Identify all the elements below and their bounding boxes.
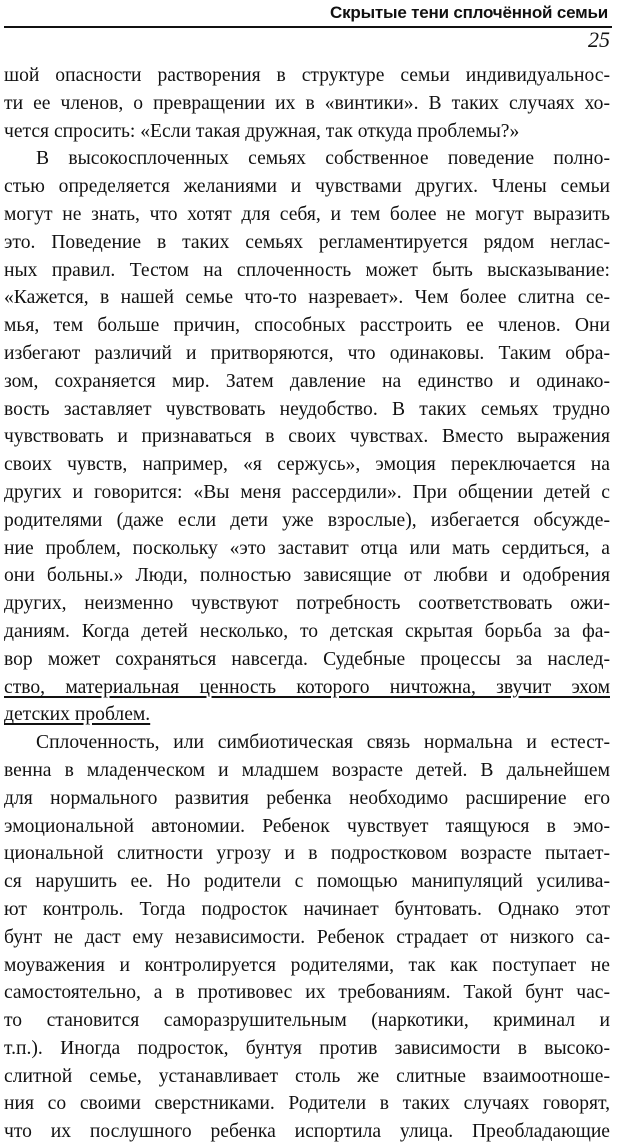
text-line: могут не знать, что хотят для себя, и тем более не могут выразить (4, 203, 610, 225)
text-line: избегают различий и притворяются, что одинаковы. Таким обра- (4, 342, 610, 364)
text-line: т.п.). Иногда подросток, бунтуя против зависимости в высоко- (4, 1037, 610, 1059)
text-line: ния со своими сверстниками. Родители в таких случаях говорят, (4, 1093, 610, 1115)
text-line: своих чувств, например, «я сержусь», эмоция переключается на (4, 454, 610, 476)
page-number: 25 (588, 27, 610, 52)
text-line: чется спросить: «Если такая дружная, так откуда проблемы?» (4, 120, 520, 142)
text-line: что их послушного ребенка испортила улица. Преобладающие (4, 1121, 610, 1143)
text-line: моуважения и контролируется родителями, так как поступает не (4, 954, 610, 976)
text-line: зом, сохраняется мир. Затем давление на единство и одинако- (4, 370, 610, 392)
text-line: слитной семье, устанавливает столь же слитные взаимоотноше- (4, 1065, 610, 1087)
text-line: самостоятельно, а в противовес их требованиям. Такой бунт час- (4, 982, 610, 1004)
text-line: родителями (даже если дети уже взрослые), избегается обсужде- (4, 509, 610, 531)
text-line: чувствовать и признаваться в своих чувствах. Вместо выражения (4, 426, 610, 448)
text-line: это. Поведение в таких семьях регламентируется рядом неглас- (4, 231, 610, 253)
text-line: венна в младенческом и младшем возрасте детей. В дальнейшем (4, 759, 610, 781)
text-line: других и говорится: «Вы меня рассердили». При общении детей с (4, 481, 610, 503)
text-line: стью определяется желаниями и чувствами других. Члены семьи (4, 176, 610, 198)
text-line: то становится саморазрушительным (наркотики, криминал и (4, 1010, 610, 1032)
text-line: ти ее членов, о превращении их в «винтики». В таких случаях хо- (4, 92, 610, 114)
running-head (4, 2, 612, 28)
text-line: вор может сохраняться навсегда. Судебные процессы за наслед- (4, 648, 610, 670)
text-line: они больны.» Люди, полностью зависящие от любви и одобрения (4, 565, 610, 587)
text-line: В высокосплоченных семьях собственное поведение полно- (36, 148, 610, 170)
text-line: ют контроль. Тогда подросток начинает бунтовать. Однако этот (4, 898, 610, 920)
body-text (4, 62, 610, 1146)
running-title: Скрытые тени сплочённой семьи (330, 3, 608, 22)
text-line: вость заставляет чувствовать неудобство. В таких семьях трудно (4, 398, 610, 420)
text-line: шой опасности растворения в структуре семьи индивидуальнос- (4, 65, 610, 86)
text-line: эмоциональной автономии. Ребенок чувствует таящуюся в эмо- (4, 815, 610, 837)
text-line: даниям. Когда детей несколько, то детская скрытая борьба за фа- (4, 620, 610, 642)
text-line: Сплоченность, или симбиотическая связь нормальна и естест- (36, 732, 610, 754)
text-line: ние проблем, поскольку «это заставит отца или мать сердиться, а (4, 537, 610, 559)
text-line: других, неизменно чувствуют потребность соответствовать ожи- (4, 593, 610, 615)
text-line: ся нарушить ее. Но родители с помощью манипуляций усилива- (4, 871, 610, 893)
text-line: циональной слитности угрозу и в подростковом возрасте пытает- (4, 843, 610, 865)
underlined-text-line: детских проблем. (4, 704, 151, 726)
text-line: ных правил. Тестом на сплоченность может быть высказывание: (4, 259, 610, 281)
text-line: для нормального развития ребенка необходимо расширение его (4, 787, 610, 809)
text-line: бунт не даст ему независимости. Ребенок страдает от низкого са- (4, 926, 610, 948)
text-line: мья, тем больше причин, способных расстроить ее членов. Они (4, 315, 610, 337)
underlined-text-line: ство, материальная ценность которого ничтожна, звучит эхом (4, 676, 610, 698)
text-line: «Кажется, в нашей семье что-то назревает». Чем более слитна се- (4, 287, 610, 309)
